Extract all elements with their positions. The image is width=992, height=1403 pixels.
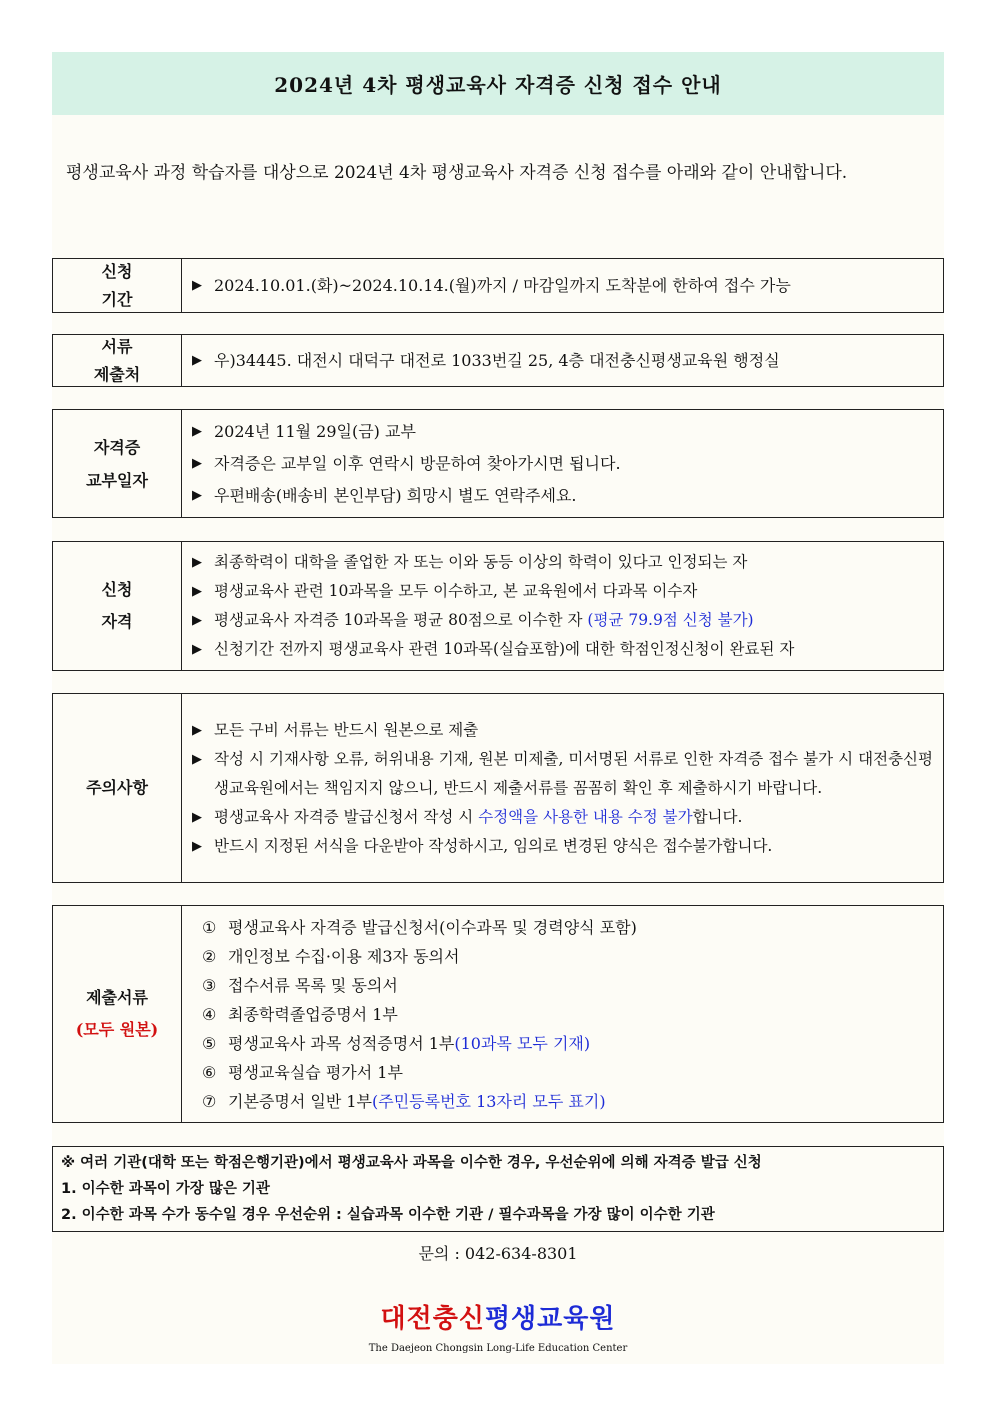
document-item — [202, 942, 935, 971]
period-label — [53, 259, 182, 312]
bullet-icon: ▶ — [192, 809, 202, 825]
note-line: ※ 여러 기관(대학 또는 학점은행기관)에서 평생교육사 과목을 이수한 경우, 우선순위에 의해 자격증 발급 신청 — [61, 1155, 762, 1171]
caution-highlight: 수정액을 사용한 내용 수정 불가 — [478, 807, 693, 826]
label-line: 교부일자 — [86, 470, 148, 490]
eligibility-item: 평생교육사 자격증 10과목을 평균 80점으로 이수한 자 — [214, 611, 588, 629]
label-line: 제출처 — [93, 364, 141, 384]
label-line: 서류 — [101, 336, 133, 356]
bullet-icon: ▶ — [192, 613, 202, 628]
eligibility-item: 최종학력이 대학을 졸업한 자 또는 이와 동등 이상의 학력이 있다고 인정되는 자 — [214, 553, 748, 571]
label-line: 신청 — [101, 261, 133, 281]
item-text: 개인정보 수집·이용 제3자 동의서 — [228, 946, 460, 966]
label-line: 주의사항 — [86, 778, 148, 797]
item-text: 기본증명서 일반 1부 — [228, 1091, 372, 1111]
documents-label — [53, 906, 182, 1122]
document-item — [202, 1029, 935, 1058]
item-highlight: (주민등록번호 13자리 모두 표기) — [372, 1091, 606, 1111]
eligibility-highlight: (평균 79.9점 신청 불가) — [587, 611, 754, 629]
issue-date-item: 우편배송(배송비 본인부담) 희망시 별도 연락주세요. — [214, 485, 577, 505]
eligibility-section — [52, 541, 944, 671]
institution-logo — [52, 1298, 944, 1335]
bullet-icon: ▶ — [192, 353, 202, 368]
bullet-icon: ▶ — [192, 278, 202, 293]
document-item — [202, 1058, 935, 1087]
period-text: 2024.10.01.(화)~2024.10.14.(월)까지 / 마감일까지 도착분에 한하여 접수 가능 — [214, 276, 791, 295]
caution-item: 모든 구비 서류는 반드시 원본으로 제출 — [214, 720, 479, 739]
issue-date-item: 자격증은 교부일 이후 연락시 방문하여 찾아가시면 됩니다. — [214, 453, 621, 473]
document-item — [202, 1000, 935, 1029]
caution-item: 반드시 지정된 서식을 다운받아 작성하시고, 임의로 변경된 양식은 접수불가합니다. — [214, 836, 773, 855]
caution-item: 작성 시 기재사항 오류, 허위내용 기재, 원본 미제출, 미서명된 서류로 인한 자격증 접수 불가 시 대전충신평생교육원에서는 책임지지 않으니, 반드시 제출서류를 꼼꼼히 확인 후 제출하시기 바랍니다. — [214, 749, 933, 797]
eligibility-item: 평생교육사 관련 10과목을 모두 이수하고, 본 교육원에서 다과목 이수자 — [214, 582, 698, 600]
bullet-icon: ▶ — [192, 487, 202, 503]
logo-red-text: 대전충신 — [380, 1304, 485, 1334]
label-line: 기간 — [101, 289, 133, 309]
title-text: 2024년 4차 평생교육사 자격증 신청 접수 안내 — [274, 73, 722, 97]
priority-note — [52, 1146, 944, 1232]
page-title — [52, 52, 944, 115]
eligibility-label — [53, 542, 182, 670]
document-item — [202, 971, 935, 1000]
bullet-icon: ▶ — [192, 455, 202, 471]
bullet-icon: ▶ — [192, 423, 202, 439]
item-text: 접수서류 목록 및 동의서 — [228, 975, 398, 995]
item-text: 평생교육사 과목 성적증명서 1부 — [228, 1033, 455, 1053]
item-number: ⑦ — [202, 1091, 217, 1111]
logo-blue-text: 평생교육원 — [484, 1304, 616, 1334]
submit-place-label — [53, 335, 182, 386]
bullet-icon: ▶ — [192, 722, 202, 738]
documents-section — [52, 905, 944, 1123]
note-line: 1. 이수한 과목이 가장 많은 기관 — [61, 1181, 270, 1197]
label-line: 제출서류 — [86, 988, 148, 1007]
bullet-icon: ▶ — [192, 555, 202, 570]
item-number: ⑤ — [202, 1033, 217, 1053]
cautions-section — [52, 693, 944, 883]
issue-date-label — [53, 410, 182, 517]
submit-place-text: 우)34445. 대전시 대덕구 대전로 1033번길 25, 4층 대전충신평생교육원 행정실 — [214, 351, 780, 370]
bullet-icon: ▶ — [192, 751, 202, 767]
item-text: 최종학력졸업증명서 1부 — [228, 1004, 398, 1024]
caution-item-end: 합니다. — [692, 807, 743, 826]
eligibility-item: 신청기간 전까지 평생교육사 관련 10과목(실습포함)에 대한 학점인정신청이 완료된 자 — [214, 640, 795, 658]
item-highlight: (10과목 모두 기재) — [454, 1033, 591, 1053]
item-number: ③ — [202, 975, 217, 995]
item-number: ⑥ — [202, 1062, 217, 1082]
label-red: (모두 원본) — [75, 1020, 159, 1039]
caution-item: 평생교육사 자격증 발급신청서 작성 시 — [214, 807, 479, 826]
intro-paragraph: 평생교육사 과정 학습자를 대상으로 2024년 4차 평생교육사 자격증 신청 접수를 아래와 같이 안내합니다. — [66, 163, 848, 183]
period-section — [52, 258, 944, 313]
bullet-icon: ▶ — [192, 642, 202, 657]
item-text: 평생교육사 자격증 발급신청서(이수과목 및 경력양식 포함) — [228, 917, 637, 937]
label-line: 자격 — [101, 612, 133, 631]
item-number: ① — [202, 917, 217, 937]
item-text: 평생교육실습 평가서 1부 — [228, 1062, 403, 1082]
submit-place-section — [52, 334, 944, 387]
label-line: 자격증 — [93, 437, 141, 457]
bullet-icon: ▶ — [192, 838, 202, 854]
note-line: 2. 이수한 과목 수가 동수일 경우 우선순위 : 실습과목 이수한 기관 / 필수과목을 가장 많이 이수한 기관 — [61, 1207, 715, 1223]
institution-english-name: The Daejeon Chongsin Long-Life Education Center — [368, 1343, 628, 1354]
item-number: ④ — [202, 1004, 217, 1024]
issue-date-item: 2024년 11월 29일(금) 교부 — [214, 421, 416, 441]
issue-date-section — [52, 409, 944, 518]
bullet-icon: ▶ — [192, 584, 202, 599]
contact-info: 문의 : 042-634-8301 — [418, 1244, 578, 1263]
document-item — [202, 1087, 935, 1116]
item-number: ② — [202, 946, 217, 966]
cautions-label — [53, 694, 182, 882]
document-item — [202, 913, 935, 942]
label-line: 신청 — [101, 580, 133, 599]
